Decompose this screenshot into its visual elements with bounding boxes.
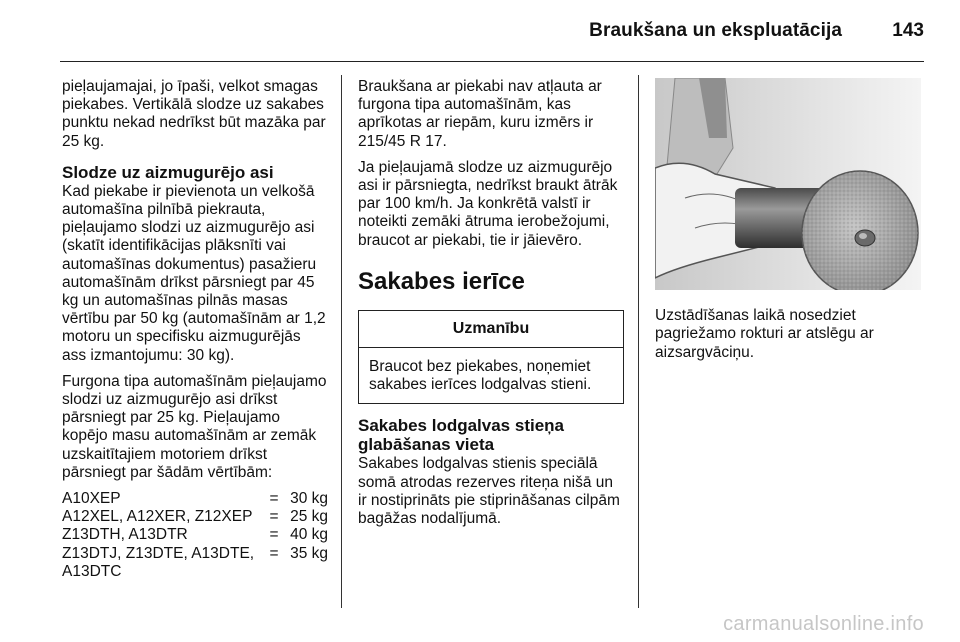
table-row bbox=[62, 545, 328, 581]
caution-title: Uzmanību bbox=[359, 311, 623, 348]
engine-codes: Z13DTJ, Z13DTE, A13DTE, A13DTC bbox=[62, 544, 255, 580]
towbar-lock-cap-illustration bbox=[655, 78, 921, 290]
column-left bbox=[62, 78, 328, 581]
column-right bbox=[655, 78, 923, 370]
paragraph-van-load: Furgona tipa automašīnām pieļaujamo slodzi uz aizmugurējo asi drīkst pārsniegt par 25 kg. Pieļaujamo kopējo masu automašīnām ar zemāk uzskaitītajiem motoriem drīkst pārsniegt par šādām vērtībām: bbox=[62, 372, 327, 481]
load-value: 25 kg bbox=[290, 508, 328, 526]
engine-codes: Z13DTH, A13DTR bbox=[62, 526, 188, 544]
load-value: 30 kg bbox=[290, 490, 328, 508]
load-value: 35 kg bbox=[290, 544, 328, 562]
engine-codes: A12XEL, A12XER, Z12XEP bbox=[62, 508, 253, 526]
caution-box bbox=[358, 310, 624, 405]
equals-sign: = bbox=[269, 544, 279, 562]
paragraph-speed-limit: Ja pieļaujamā slodze uz aizmugurējo asi ir pārsniegta, nedrīkst braukt ātrāk par 100 km/h. Ja konkrētā valstī ir noteikti zemāki ātruma ierobežojumi, braucot ar piekabi, tie ir jāievēro. bbox=[358, 158, 618, 249]
column-divider-2 bbox=[638, 75, 639, 608]
table-row bbox=[62, 508, 328, 526]
equals-sign: = bbox=[269, 508, 279, 526]
header-divider bbox=[60, 61, 924, 62]
table-row bbox=[62, 490, 328, 508]
page-number: 143 bbox=[892, 20, 924, 41]
engine-codes: A10XEP bbox=[62, 490, 121, 508]
table-row bbox=[62, 526, 328, 544]
equals-sign: = bbox=[269, 526, 279, 544]
paragraph-tire-restriction: Braukšana ar piekabi nav atļauta ar furgona tipa automašīnām, kas aprīkotas ar riepām, kuru izmērs ir 215/45 R 17. bbox=[358, 78, 602, 150]
paragraph-vertical-load: pieļaujamajai, jo īpaši, velkot smagas piekabes. Vertikālā slodze uz sakabes punktu nekad nedrīkst būt mazāka par 25 kg. bbox=[62, 78, 326, 150]
engine-load-table bbox=[62, 490, 328, 581]
paragraph-ball-bar-storage: Sakabes lodgalvas stienis speciālā somā atrodas rezerves riteņa nišā un ir nostiprināts pie stiprināšanas cilpām bagāžas nodalījumā. bbox=[358, 455, 620, 528]
running-header-title: Braukšana un ekspluatācija bbox=[589, 20, 842, 41]
heading-ball-bar-storage: Sakabes lodgalvas stieņa glabāšanas vieta bbox=[358, 416, 564, 455]
column-middle bbox=[358, 78, 624, 536]
caution-text: Braucot bez piekabes, noņemiet sakabes ierīces lodgalvas stieni. bbox=[369, 358, 592, 394]
column-divider-1 bbox=[341, 75, 342, 608]
heading-rear-axle-load: Slodze uz aizmugurējo asi bbox=[62, 162, 274, 182]
watermark: carmanualsonline.info bbox=[723, 613, 924, 635]
paragraph-rear-axle-load: Kad piekabe ir pievienota un velkošā automašīna pilnībā piekrauta, pieļaujamo slodzi uz aizmugurējo asi (skatīt identifikācijas plāksnīti vai automašīnas dokumentus) pasažieru automašīnām drīkst pārsniegt par 45 kg un automašīnas pilnās masas vērtību par 50 kg (automašīnām ar 1,2 motoru un specifisku aizmugurējās ass izmantojumu: 30 kg). bbox=[62, 182, 326, 364]
equals-sign: = bbox=[269, 490, 279, 508]
figure-caption: Uzstādīšanas laikā nosedziet pagriežamo rokturi ar atslēgu ar aizsargvāciņu. bbox=[655, 307, 874, 361]
load-value: 40 kg bbox=[290, 526, 328, 544]
section-heading-towbar: Sakabes ierīce bbox=[358, 267, 525, 295]
